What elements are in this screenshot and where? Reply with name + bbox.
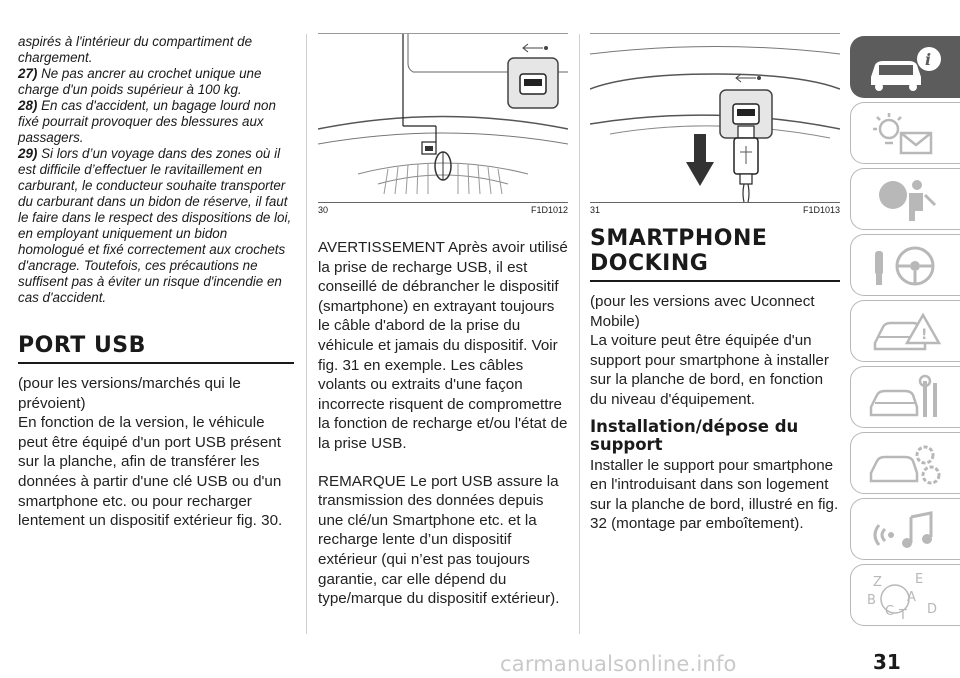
figure-31-caption [590,202,840,216]
index-letter: T [899,608,907,621]
car-info-icon [865,43,945,93]
index-letter: C [885,604,895,619]
figure-31-usb-cable [590,34,840,202]
subsection-title-installation: Installation/dépose du support [590,416,799,454]
figure-30-number: 30 [318,205,329,215]
warning-lights-icon [865,109,945,159]
remark-text: REMARQUE Le port USB assure la transmission des données depuis une clé/un Smartphone etc. et la recharge lente d’un dispositif extérieur (qui n’est pas toujours garantie, car elle dépend du type/marque du dispositif extérieur). [318,472,560,608]
tab-warning-lights[interactable] [850,102,960,164]
starting-driving-icon [865,241,945,291]
column-divider [306,34,307,634]
index-letter: Z [873,575,882,590]
svg-text:i: i [925,50,932,69]
index-letter: A [907,590,916,605]
safety-icon [865,175,945,225]
port-usb-para1: (pour les versions/marchés qui le prévoient) [18,375,241,412]
figure-30-code: F1D1012 [530,205,568,215]
smartphone-para3: Installer le support pour smartphone en l'introduisant dans son logement sur la planche de bord, illustré en fig. 32 (montage par emboîtement). [590,456,839,533]
figure-31-code: F1D1013 [802,205,840,215]
tab-safety[interactable] [850,168,960,230]
technical-data-icon [865,439,945,489]
tab-technical-data[interactable] [850,432,960,494]
svg-text:!: ! [921,327,928,343]
note-intro: aspirés à l'intérieur du compartiment de chargement. [18,34,253,65]
index-letter: B [867,593,876,608]
index-letter: E [915,572,924,587]
port-usb-para2: En fonction de la version, le véhicule peut être équipé d'un port USB présent sur la planche, afin de transférer les données à partir d'une clé USB ou d'un smartphone etc. ou pour recharger lentement un dispositif extérieur fig. 30. [18,414,283,530]
warning-text: AVERTISSEMENT Après avoir utilisé la prise de recharge USB, il est conseillé de débrancher le dispositif (smartphone) en extrayant toujours le câble d'abord de la prise du véhicule et jamais du dispositif. Voir fig. 31 en exemple. Les câbles volants ou extraits d'une façon incorrecte risquent de compromettre la fonction de recharge et/ou l'état de la prise USB. [318,239,568,452]
section-title-smartphone-docking: SMARTPHONE DOCKING [590,226,840,282]
tab-multimedia[interactable] [850,498,960,560]
column-right [590,34,840,534]
notes-block [18,34,294,306]
watermark: carmanualsonline.info [500,652,737,676]
column-left [18,34,294,531]
note-28: 28) En cas d'accident, un bagage lourd non fixé pourrait provoquer des blessures aux passagers. [18,98,276,145]
note-29: 29) Si lors d’un voyage dans des zones où il est difficile d’effectuer le ravitaillement en carburant, le conducteur souhaite transporter du carburant dans un bidon de réserve, il faut le faire dans le respect des dispositions de loi, en employant uniquement un bidon homologué et fixé correctement aux crochets d'ancrage. Toutefois, ces précautions ne suffisent pas à éviter un risque d'incendie en cas d'accident. [18,146,292,305]
index-icon [865,571,945,621]
smartphone-para1: (pour les versions avec Uconnect Mobile) [590,293,815,330]
tab-starting-driving[interactable] [850,234,960,296]
index-letter: D [927,602,938,617]
tab-index[interactable] [850,564,960,626]
usb-cable-illustration [590,34,840,202]
figure-30-caption [318,202,568,216]
note-27: 27) Ne pas ancrer au crochet unique une charge d'un poids supérieur à 100 kg. [18,66,262,97]
smartphone-para2: La voiture peut être équipée d'un support pour smartphone à installer sur la planche de bord, en fonction du niveau d'équipement. [590,332,829,408]
usb-port-illustration [318,34,568,202]
section-title-port-usb: PORT USB [18,334,294,364]
tab-car-info[interactable] [850,36,960,98]
column-middle [318,34,568,609]
emergency-icon [865,307,945,357]
tab-maintenance[interactable] [850,366,960,428]
page-number: 31 [873,650,901,674]
maintenance-icon [865,373,945,423]
figure-30-usb-port [318,34,568,202]
tab-emergency[interactable] [850,300,960,362]
column-divider [579,34,580,634]
figure-31-number: 31 [590,205,601,215]
multimedia-icon [865,505,945,555]
